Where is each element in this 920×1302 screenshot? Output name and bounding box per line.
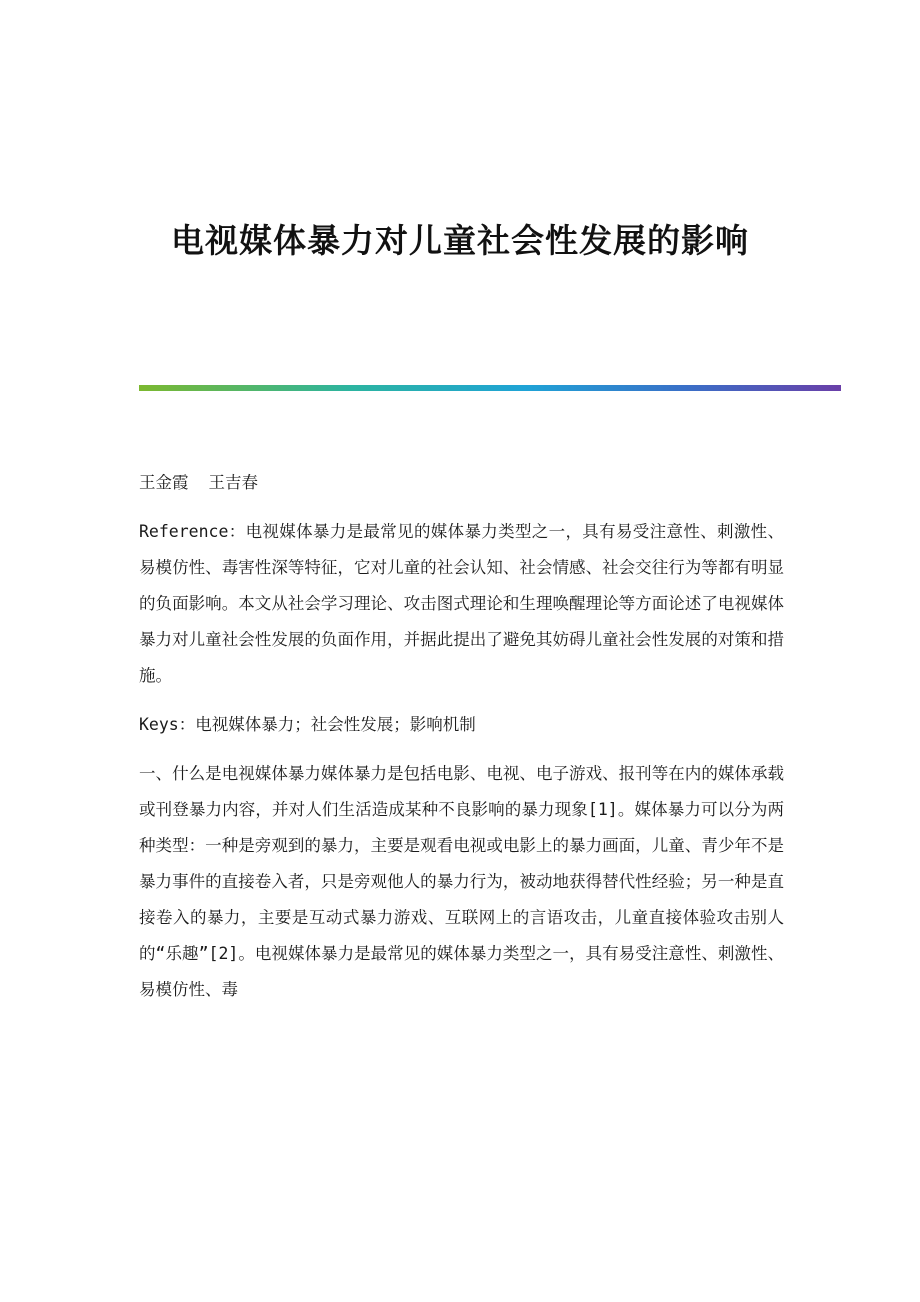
- document-content: [139, 465, 784, 1021]
- body-paragraph: 一、什么是电视媒体暴力媒体暴力是包括电影、电视、电子游戏、报刊等在内的媒体承载或刊登暴力内容，并对人们生活造成某种不良影响的暴力现象[1]。媒体暴力可以分为两种类型：一种是旁观到的暴力，主要是观看电视或电影上的暴力画面，儿童、青少年不是暴力事件的直接卷入者，只是旁观他人的暴力行为，被动地获得替代性经验；另一种是直接卷入的暴力，主要是互动式暴力游戏、互联网上的言语攻击，儿童直接体验攻击别人的“乐趣”[2]。电视媒体暴力是最常见的媒体暴力类型之一，具有易受注意性、刺激性、易模仿性、毒: [139, 764, 784, 999]
- keywords-paragraph: [139, 707, 784, 743]
- abstract-paragraph: [139, 514, 784, 694]
- abstract-label: Reference：: [139, 522, 246, 541]
- author-line: [139, 465, 784, 501]
- abstract-text: 电视媒体暴力是最常见的媒体暴力类型之一，具有易受注意性、刺激性、易模仿性、毒害性深等特征，它对儿童的社会认知、社会情感、社会交往行为等都有明显的负面影响。本文从社会学习理论、攻击图式理论和生理唤醒理论等方面论述了电视媒体暴力对儿童社会性发展的负面作用，并据此提出了避免其妨碍儿童社会性发展的对策和措施。: [139, 522, 784, 685]
- document-title: 电视媒体暴力对儿童社会性发展的影响: [171, 221, 749, 260]
- keywords-label: Keys：: [139, 715, 196, 734]
- author-name: 王吉春: [208, 473, 258, 492]
- title-divider: [139, 385, 841, 391]
- author-name: 王金霞: [139, 473, 189, 492]
- keywords-text: 电视媒体暴力；社会性发展；影响机制: [195, 715, 476, 734]
